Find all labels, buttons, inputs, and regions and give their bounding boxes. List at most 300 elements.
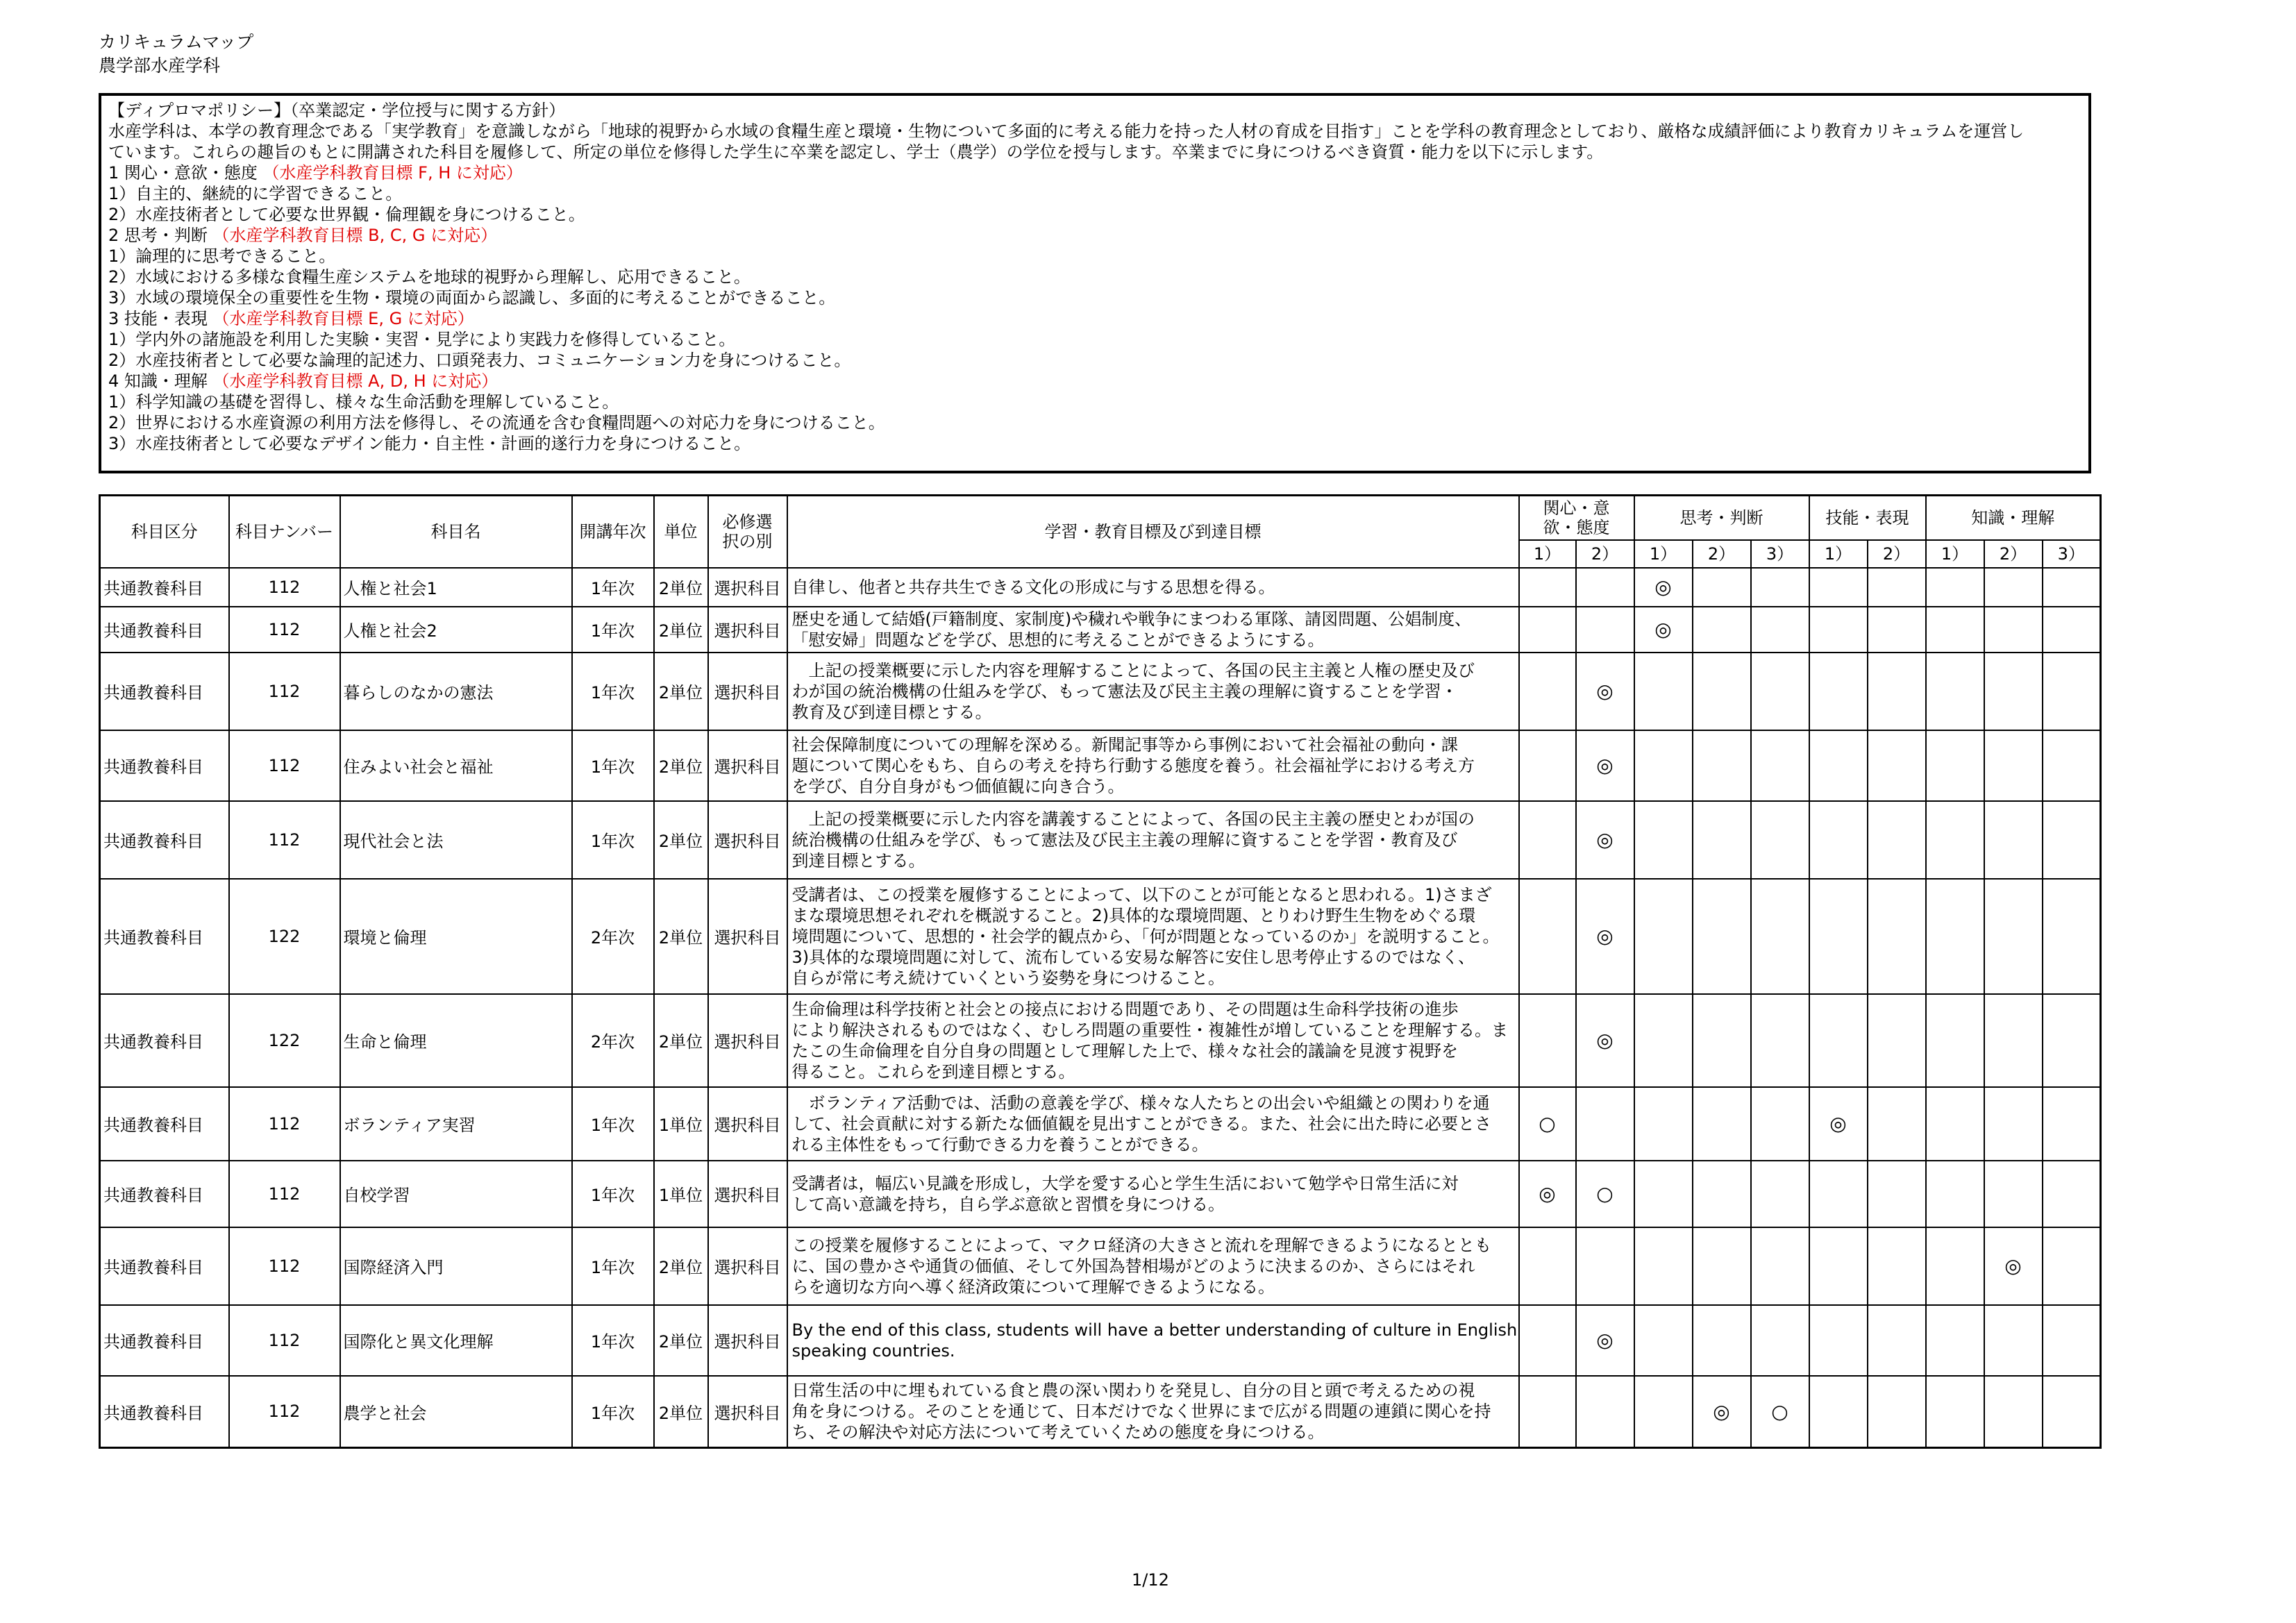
subheader-cell: 3） [2043, 540, 2101, 568]
mark-cell [1519, 994, 1576, 1087]
mark-cell [1809, 1376, 1868, 1448]
mark-cell [1693, 568, 1751, 607]
number-cell: 112 [229, 1227, 340, 1305]
mark-cell [1693, 1161, 1751, 1227]
number-cell: 112 [229, 1305, 340, 1376]
year-cell: 1年次 [572, 653, 654, 730]
mark-cell: ◎ [1576, 879, 1634, 994]
document-title: カリキュラムマップ [99, 32, 254, 52]
course-name-cell: 生命と倫理 [340, 994, 572, 1087]
required-cell: 選択科目 [708, 568, 787, 607]
policy-line [108, 162, 2081, 183]
policy-goal-reference: （水産学科教育目標 B, C, G に対応） [212, 226, 498, 245]
mark-cell [1751, 568, 1809, 607]
mark-cell [1519, 568, 1576, 607]
credits-cell: 2単位 [654, 730, 708, 801]
goal-line: 自律し、他者と共存共生できる文化の形成に与する思想を得る。 [791, 577, 1275, 597]
policy-line [108, 267, 2081, 287]
mark-cell [1809, 879, 1868, 994]
table-row [100, 1087, 2101, 1161]
year-cell: 1年次 [572, 568, 654, 607]
mark-cell: ◎ [1693, 1376, 1751, 1448]
mark-cell: ◎ [1576, 994, 1634, 1087]
mark-cell [1809, 730, 1868, 801]
goal-line: まな環境思想それぞれを概説すること。2)具体的な環境問題、とりわけ野生生物をめぐる環 [791, 905, 1476, 925]
mark-cell [1751, 1305, 1809, 1376]
course-name-cell: ボランティア実習 [340, 1087, 572, 1161]
table-row [100, 879, 2101, 994]
policy-line [108, 350, 2081, 371]
mark-cell [1809, 1227, 1868, 1305]
goal-cell [787, 730, 1519, 801]
mark-cell [1576, 1376, 1634, 1448]
policy-line-text: 2）水域における多様な食糧生産システムを地球的視野から理解し、応用できること。 [108, 267, 751, 287]
mark-cell [1519, 1227, 1576, 1305]
mark-cell [1926, 1161, 1984, 1227]
mark-cell [1868, 730, 1926, 801]
subheader-cell: 2） [1984, 540, 2043, 568]
mark-cell [1809, 994, 1868, 1087]
mark-cell [1926, 607, 1984, 653]
mark-cell [1984, 607, 2043, 653]
mark-cell [1576, 568, 1634, 607]
category-cell: 共通教養科目 [100, 879, 229, 994]
mark-cell [1809, 568, 1868, 607]
goal-line: 題について関心をもち、自らの考えを持ち行動する態度を養う。社会福祉学における考え方 [791, 755, 1475, 775]
table-row [100, 1305, 2101, 1376]
goal-line: speaking countries. [791, 1340, 955, 1361]
mark-cell [1868, 1376, 1926, 1448]
mark-cell [1984, 879, 2043, 994]
goal-line: 上記の授業概要に示した内容を理解することによって、各国の民主主義と人権の歴史及び [791, 660, 1475, 680]
header-skills: 技能・表現 [1809, 496, 1926, 540]
mark-cell [1693, 1305, 1751, 1376]
mark-cell [1868, 879, 1926, 994]
table-row [100, 607, 2101, 653]
policy-line [108, 183, 2081, 204]
mark-cell [1809, 1161, 1868, 1227]
mark-cell [1634, 653, 1693, 730]
mark-cell [1576, 1087, 1634, 1161]
header-credits: 単位 [654, 496, 708, 568]
goal-line: 境問題について、思想的・社会学的観点から、「何が問題となっているのか」を説明すること。 [791, 926, 1500, 946]
mark-cell [1809, 801, 1868, 879]
table-row [100, 653, 2101, 730]
goal-line: 上記の授業概要に示した内容を講義することによって、各国の民主主義の歴史とわが国の [791, 809, 1475, 829]
header-name: 科目名 [340, 496, 572, 568]
subheader-cell: 2） [1693, 540, 1751, 568]
mark-cell [1984, 994, 2043, 1087]
goal-line: わが国の統治機構の仕組みを学び、もって憲法及び民主主義の理解に資することを学習・ [791, 681, 1458, 701]
mark-cell [1634, 1087, 1693, 1161]
header-goal: 学習・教育目標及び到達目標 [787, 496, 1519, 568]
mark-cell [1751, 801, 1809, 879]
credits-cell: 2単位 [654, 568, 708, 607]
mark-cell [2043, 879, 2101, 994]
policy-line-text: 水産学科は、本学の教育理念である「実学教育」を意識しながら「地球的視野から水域の食糧生産と環境・生物について多面的に考える能力を持った人材の育成を目指す」ことを学科の教育理念としており、厳格な成績評価により教育カリキュラムを運営し [108, 121, 2025, 141]
page-number: 1/12 [1132, 1570, 1169, 1590]
mark-cell: ◎ [1809, 1087, 1868, 1161]
mark-cell [1751, 730, 1809, 801]
mark-cell [1693, 801, 1751, 879]
mark-cell [1634, 994, 1693, 1087]
mark-cell [1868, 1227, 1926, 1305]
category-cell: 共通教養科目 [100, 994, 229, 1087]
required-cell: 選択科目 [708, 1227, 787, 1305]
required-cell: 選択科目 [708, 801, 787, 879]
goal-cell [787, 1376, 1519, 1448]
mark-cell [1751, 1227, 1809, 1305]
header-required: 必修選択の別 [708, 496, 787, 568]
category-cell: 共通教養科目 [100, 1161, 229, 1227]
course-name-cell: 国際化と異文化理解 [340, 1305, 572, 1376]
policy-line-text: 4 知識・理解 [108, 371, 213, 391]
mark-cell [1984, 1087, 2043, 1161]
mark-cell [1868, 607, 1926, 653]
credits-cell: 2単位 [654, 653, 708, 730]
mark-cell [1519, 1376, 1576, 1448]
year-cell: 1年次 [572, 1376, 654, 1448]
policy-line-text: 2）水産技術者として必要な世界観・倫理観を身につけること。 [108, 205, 585, 224]
required-cell: 選択科目 [708, 653, 787, 730]
mark-cell [1751, 607, 1809, 653]
curriculum-table [99, 494, 2102, 1449]
goal-line: 生命倫理は科学技術と社会との接点における問題であり、その問題は生命科学技術の進歩 [791, 999, 1459, 1019]
goal-line: 日常生活の中に埋もれている食と農の深い関わりを発見し、自分の目と頭で考えるための視 [791, 1381, 1475, 1401]
mark-cell [1926, 653, 1984, 730]
policy-line-text: 1）学内外の諸施設を利用した実験・実習・見学により実践力を修得していること。 [108, 330, 736, 349]
mark-cell [1693, 879, 1751, 994]
goal-line: 角を身につける。そのことを通じて、日本だけでなく世界にまで広がる問題の連鎖に関心を持 [791, 1402, 1491, 1422]
mark-cell [1751, 879, 1809, 994]
mark-cell: ◎ [1634, 568, 1693, 607]
table-row [100, 1161, 2101, 1227]
header-thinking: 思考・判断 [1634, 496, 1809, 540]
policy-line [108, 308, 2081, 329]
goal-line: して、社会貢献に対する新たな価値観を見出すことができる。また、社会に出た時に必要とさ [791, 1113, 1492, 1134]
course-name-cell: 農学と社会 [340, 1376, 572, 1448]
category-cell: 共通教養科目 [100, 607, 229, 653]
goal-cell [787, 801, 1519, 879]
category-cell: 共通教養科目 [100, 653, 229, 730]
table-body [100, 568, 2101, 1448]
year-cell: 1年次 [572, 730, 654, 801]
mark-cell [1751, 994, 1809, 1087]
header-interest: 関心・意欲・態度 [1519, 496, 1634, 540]
number-cell: 122 [229, 879, 340, 994]
year-cell: 1年次 [572, 1227, 654, 1305]
subheader-cell: 1） [1634, 540, 1693, 568]
mark-cell [1576, 607, 1634, 653]
mark-cell [2043, 568, 2101, 607]
mark-cell [1984, 730, 2043, 801]
number-cell: 112 [229, 1161, 340, 1227]
mark-cell [1984, 801, 2043, 879]
table-row [100, 801, 2101, 879]
policy-line [108, 412, 2081, 433]
mark-cell [2043, 1087, 2101, 1161]
goal-line: 「慰安婦」問題などを学び、思想的に考えることができるようにする。 [791, 630, 1325, 650]
category-cell: 共通教養科目 [100, 1087, 229, 1161]
policy-goal-reference: （水産学科教育目標 E, G に対応） [212, 309, 474, 328]
number-cell: 112 [229, 1087, 340, 1161]
mark-cell [1693, 730, 1751, 801]
mark-cell [2043, 994, 2101, 1087]
number-cell: 112 [229, 730, 340, 801]
category-cell: 共通教養科目 [100, 1305, 229, 1376]
required-cell: 選択科目 [708, 1161, 787, 1227]
course-name-cell: 現代社会と法 [340, 801, 572, 879]
mark-cell [1693, 653, 1751, 730]
table-row [100, 1227, 2101, 1305]
year-cell: 1年次 [572, 1161, 654, 1227]
mark-cell [2043, 653, 2101, 730]
credits-cell: 1単位 [654, 1161, 708, 1227]
goal-line: 教育及び到達目標とする。 [791, 702, 992, 722]
course-name-cell: 人権と社会1 [340, 568, 572, 607]
diploma-policy-box [99, 93, 2091, 473]
mark-cell [1519, 653, 1576, 730]
mark-cell [1926, 1227, 1984, 1305]
number-cell: 112 [229, 801, 340, 879]
mark-cell [1926, 568, 1984, 607]
year-cell: 2年次 [572, 879, 654, 994]
goal-line: して高い意識を持ち，自ら学ぶ意欲と習慣を身につける。 [791, 1194, 1225, 1214]
mark-cell [1634, 801, 1693, 879]
policy-line-text: 2）世界における水産資源の利用方法を修得し、その流通を含む食糧問題への対応力を身につけること。 [108, 413, 885, 432]
mark-cell: ○ [1576, 1161, 1634, 1227]
policy-goal-reference: （水産学科教育目標 A, D, H に対応） [212, 371, 498, 391]
mark-cell [1693, 1087, 1751, 1161]
goal-cell [787, 1227, 1519, 1305]
policy-line [108, 392, 2081, 412]
required-cell: 選択科目 [708, 994, 787, 1087]
header-number: 科目ナンバー [229, 496, 340, 568]
table-row [100, 994, 2101, 1087]
mark-cell [1868, 653, 1926, 730]
goal-line: たこの生命倫理を自分自身の問題として理解した上で、様々な社会的議論を見渡す視野を [791, 1041, 1459, 1061]
number-cell: 112 [229, 1376, 340, 1448]
mark-cell [2043, 1305, 2101, 1376]
goal-cell [787, 879, 1519, 994]
category-cell: 共通教養科目 [100, 730, 229, 801]
mark-cell [1809, 607, 1868, 653]
mark-cell [1926, 1376, 1984, 1448]
mark-cell [1984, 1376, 2043, 1448]
year-cell: 1年次 [572, 801, 654, 879]
mark-cell [2043, 730, 2101, 801]
credits-cell: 2単位 [654, 994, 708, 1087]
subheader-cell: 1） [1519, 540, 1576, 568]
goal-cell [787, 653, 1519, 730]
goal-line: 受講者は，幅広い見識を形成し，大学を愛する心と学生生活において勉学や日常生活に対 [791, 1173, 1459, 1193]
year-cell: 1年次 [572, 1087, 654, 1161]
required-cell: 選択科目 [708, 730, 787, 801]
mark-cell [1868, 1087, 1926, 1161]
credits-cell: 2単位 [654, 607, 708, 653]
required-cell: 選択科目 [708, 607, 787, 653]
policy-line [108, 142, 2081, 162]
table-row [100, 730, 2101, 801]
mark-cell: ◎ [1576, 653, 1634, 730]
goal-line: らを適切な方向へ導く経済政策について理解できるようになる。 [791, 1277, 1275, 1297]
mark-cell [1984, 653, 2043, 730]
subheader-cell: 1） [1926, 540, 1984, 568]
mark-cell [1634, 1305, 1693, 1376]
mark-cell [1984, 1161, 2043, 1227]
mark-cell: ◎ [1576, 1305, 1634, 1376]
credits-cell: 2単位 [654, 1227, 708, 1305]
goal-line: を学び、自分自身がもつ価値観に向き合う。 [791, 776, 1125, 796]
goal-cell [787, 994, 1519, 1087]
mark-cell [1634, 1376, 1693, 1448]
mark-cell [2043, 607, 2101, 653]
policy-line [108, 100, 2081, 121]
mark-cell: ○ [1751, 1376, 1809, 1448]
credits-cell: 2単位 [654, 879, 708, 994]
category-cell: 共通教養科目 [100, 1376, 229, 1448]
goal-line: れる主体性をもって行動できる力を養うことができる。 [791, 1134, 1209, 1154]
mark-cell [1634, 730, 1693, 801]
subheader-cell: 3） [1751, 540, 1809, 568]
mark-cell [1926, 1305, 1984, 1376]
header-category: 科目区分 [100, 496, 229, 568]
mark-cell: ◎ [1984, 1227, 2043, 1305]
policy-line [108, 371, 2081, 392]
goal-line: 歴史を通して結婚(戸籍制度、家制度)や穢れや戦争にまつわる軍隊、請図問題、公娼制度、 [791, 609, 1472, 629]
mark-cell [1868, 1161, 1926, 1227]
mark-cell [1926, 801, 1984, 879]
goal-cell [787, 607, 1519, 653]
goal-line: 到達目標とする。 [791, 850, 925, 871]
policy-line-text: 1 関心・意欲・態度 [108, 163, 263, 183]
goal-line: 社会保障制度についての理解を深める。新聞記事等から事例において社会福祉の動向・課 [791, 734, 1459, 755]
mark-cell: ◎ [1519, 1161, 1576, 1227]
goal-line: 受講者は、この授業を履修することによって、以下のことが可能となると思われる。1)さまざ [791, 884, 1492, 905]
mark-cell [1634, 1161, 1693, 1227]
required-cell: 選択科目 [708, 1376, 787, 1448]
mark-cell [1519, 1305, 1576, 1376]
goal-line: により解決されるものではなく、むしろ問題の重要性・複雑性が増していることを理解する。ま [791, 1020, 1509, 1040]
mark-cell: ○ [1519, 1087, 1576, 1161]
mark-cell [1519, 730, 1576, 801]
credits-cell: 1単位 [654, 1087, 708, 1161]
table-row [100, 568, 2101, 607]
goal-cell [787, 1305, 1519, 1376]
mark-cell [2043, 1161, 2101, 1227]
required-cell: 選択科目 [708, 879, 787, 994]
mark-cell [1926, 1087, 1984, 1161]
policy-line-text: 1）自主的、継続的に学習できること。 [108, 184, 403, 203]
mark-cell [1809, 1305, 1868, 1376]
course-name-cell: 自校学習 [340, 1161, 572, 1227]
mark-cell [1751, 653, 1809, 730]
mark-cell [1634, 879, 1693, 994]
mark-cell [1751, 1087, 1809, 1161]
mark-cell [1693, 1227, 1751, 1305]
number-cell: 112 [229, 568, 340, 607]
mark-cell: ◎ [1634, 607, 1693, 653]
mark-cell [1519, 607, 1576, 653]
policy-line-text: 2 思考・判断 [108, 226, 213, 245]
policy-line-text: 2）水産技術者として必要な論理的記述力、口頭発表力、コミュニケーション力を身につけること。 [108, 351, 851, 370]
policy-goal-reference: （水産学科教育目標 F, H に対応） [262, 163, 523, 183]
subheader-cell: 2） [1576, 540, 1634, 568]
goal-cell [787, 1161, 1519, 1227]
policy-line-text: 3）水産技術者として必要なデザイン能力・自主性・計画的遂行力を身につけること。 [108, 434, 751, 453]
mark-cell [1693, 607, 1751, 653]
policy-line-text: 3）水域の環境保全の重要性を生物・環境の両面から認識し、多面的に考えることができること。 [108, 288, 836, 308]
credits-cell: 2単位 [654, 1305, 708, 1376]
mark-cell [1984, 568, 2043, 607]
policy-line-text: ています。これらの趣旨のもとに開講された科目を履修して、所定の単位を修得した学生に卒業を認定し、学士（農学）の学位を授与します。卒業までに身につけるべき資質・能力を以下に示します。 [108, 142, 1604, 162]
goal-cell [787, 568, 1519, 607]
mark-cell [1926, 879, 1984, 994]
policy-line-text: 1）論理的に思考できること。 [108, 246, 336, 266]
policy-line [108, 287, 2081, 308]
mark-cell [1868, 801, 1926, 879]
policy-line [108, 121, 2081, 142]
course-name-cell: 住みよい社会と福祉 [340, 730, 572, 801]
goal-cell [787, 1087, 1519, 1161]
course-name-cell: 国際経済入門 [340, 1227, 572, 1305]
goal-line: ボランティア活動では、活動の意義を学び、様々な人たちとの出会いや組織との関わりを通 [791, 1093, 1490, 1113]
subheader-cell: 2） [1868, 540, 1926, 568]
mark-cell [1519, 879, 1576, 994]
mark-cell [1693, 994, 1751, 1087]
course-name-cell: 人権と社会2 [340, 607, 572, 653]
category-cell: 共通教養科目 [100, 1227, 229, 1305]
policy-line [108, 433, 2081, 454]
year-cell: 2年次 [572, 994, 654, 1087]
policy-line-text: 3 技能・表現 [108, 309, 213, 328]
policy-line-text: 1）科学知識の基礎を習得し、様々な生命活動を理解していること。 [108, 392, 619, 412]
mark-cell [1634, 1227, 1693, 1305]
goal-line: ち、その解決や対応方法について考えていくための態度を身につける。 [791, 1422, 1325, 1443]
goal-line: に、国の豊かさや通貨の価値、そして外国為替相場がどのように決まるのか、さらにはそれ [791, 1256, 1475, 1276]
year-cell: 1年次 [572, 1305, 654, 1376]
table-row [100, 1376, 2101, 1448]
policy-line [108, 246, 2081, 267]
mark-cell [2043, 1376, 2101, 1448]
mark-cell: ◎ [1576, 801, 1634, 879]
number-cell: 112 [229, 607, 340, 653]
credits-cell: 2単位 [654, 801, 708, 879]
policy-line-text: 【ディプロマポリシー】（卒業認定・学位授与に関する方針） [108, 101, 566, 120]
goal-line: 統治機構の仕組みを学び、もって憲法及び民主主義の理解に資することを学習・教育及び [791, 830, 1458, 850]
goal-line: By the end of this class, students will have a better understanding of culture in English [791, 1320, 1518, 1340]
number-cell: 112 [229, 653, 340, 730]
mark-cell [1984, 1305, 2043, 1376]
mark-cell [1809, 653, 1868, 730]
required-cell: 選択科目 [708, 1305, 787, 1376]
required-cell: 選択科目 [708, 1087, 787, 1161]
policy-line [108, 204, 2081, 225]
course-name-cell: 暮らしのなかの憲法 [340, 653, 572, 730]
department-subtitle: 農学部水産学科 [99, 56, 221, 76]
mark-cell [1926, 994, 1984, 1087]
mark-cell [2043, 801, 2101, 879]
mark-cell [1519, 801, 1576, 879]
mark-cell [1868, 568, 1926, 607]
mark-cell [1926, 730, 1984, 801]
goal-line: この授業を履修することによって、マクロ経済の大きさと流れを理解できるようになるととも [791, 1235, 1492, 1255]
policy-line [108, 329, 2081, 350]
mark-cell [2043, 1227, 2101, 1305]
goal-line: 3)具体的な環境問題に対して、流布している安易な解答に安住し思考停止するのではなく、 [791, 947, 1475, 967]
mark-cell [1868, 994, 1926, 1087]
number-cell: 122 [229, 994, 340, 1087]
